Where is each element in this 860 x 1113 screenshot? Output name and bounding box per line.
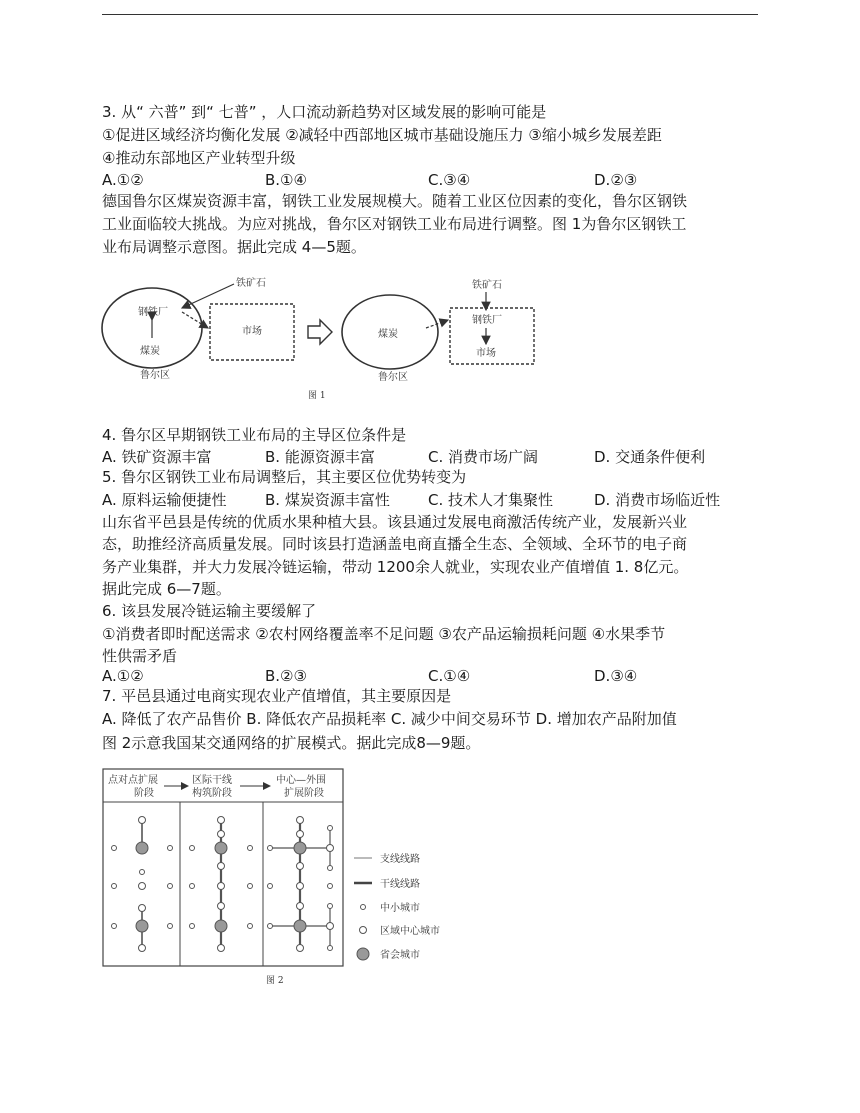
iron-ore-label-right: 铁矿石 (472, 280, 502, 291)
small-city (328, 904, 333, 909)
legend-small-city-swatch (361, 905, 366, 910)
small-city (112, 846, 117, 851)
stage3-header-line1: 中心—外围 (276, 775, 326, 786)
q6-option-b: B.②③ (265, 667, 307, 685)
small-city (248, 846, 253, 851)
provincial-capital (136, 842, 148, 854)
regional-center-city (218, 831, 225, 838)
regional-center-city (297, 945, 304, 952)
regional-center-city (218, 903, 225, 910)
small-city (168, 924, 173, 929)
passage2-line2: 态，助推经济高质量发展。同时该县打造涵盖电商直播全生态、全领域、全环节的电子商 (102, 535, 688, 553)
passage3-line: 图 2示意我国某交通网络的扩展模式。据此完成8—9题。 (102, 734, 481, 752)
small-city (190, 846, 195, 851)
legend-trunk-line: 干线线路 (380, 879, 420, 890)
small-city (112, 924, 117, 929)
q7-stem: 7. 平邑县通过电商实现农业产值增值，其主要原因是 (102, 687, 452, 705)
stage3-header-line2: 扩展阶段 (284, 788, 324, 799)
q6-option-a: A.①② (102, 667, 144, 685)
stage3-network (268, 817, 334, 952)
q5-option-d: D. 消费市场临近性 (594, 491, 721, 509)
small-city (328, 884, 333, 889)
steel-plant-label-right: 钢铁厂 (472, 315, 502, 326)
regional-center-city (218, 883, 225, 890)
small-city (328, 946, 333, 951)
transition-arrow (308, 320, 332, 344)
small-city (248, 924, 253, 929)
passage2-line1: 山东省平邑县是传统的优质水果种植大县。该县通过发展电商激活传统产业，发展新兴业 (102, 513, 688, 531)
q3-option-a: A.①② (102, 171, 144, 189)
small-city (328, 866, 333, 871)
regional-center-city (327, 923, 334, 930)
legend-branch-line: 支线线路 (380, 854, 420, 865)
q4-stem: 4. 鲁尔区早期钢铁工业布局的主导区位条件是 (102, 426, 407, 444)
q3-items-line1: ①促进区域经济均衡化发展 ②减轻中西部地区城市基础设施压力 ③缩小城乡发展差距 (102, 126, 662, 144)
market-label-left: 市场 (242, 326, 262, 337)
ruhr-label-right: 鲁尔区 (378, 372, 408, 383)
small-city (168, 846, 173, 851)
q5-option-b: B. 煤炭资源丰富性 (265, 491, 390, 509)
passage2-line3: 务产业集群，并大力发展冷链运输，带动 1200余人就业，实现农业产值增值 1. 8亿元。 (102, 558, 689, 576)
q6-option-d: D.③④ (594, 667, 638, 685)
figure2-legend (354, 852, 440, 961)
iron-ore-label-left: 铁矿石 (236, 278, 266, 289)
stage2-header-line2: 构筑阶段 (192, 788, 232, 799)
steel-to-market-arrow-left (182, 312, 208, 328)
q5-stem: 5. 鲁尔区钢铁工业布局调整后，其主要区位优势转变为 (102, 468, 467, 486)
regional-center-city (139, 883, 146, 890)
q4-option-d: D. 交通条件便利 (594, 448, 706, 466)
regional-center-city (218, 863, 225, 870)
ruhr-label-left: 鲁尔区 (140, 370, 170, 381)
regional-center-city (297, 817, 304, 824)
stage2-network (190, 817, 253, 952)
small-city (168, 884, 173, 889)
small-city (248, 884, 253, 889)
q3-option-d: D.②③ (594, 171, 638, 189)
market-label-right: 市场 (476, 348, 496, 359)
figure2-caption: 图 2 (266, 976, 284, 986)
small-city (139, 817, 146, 824)
figure2 (100, 768, 460, 990)
q5-option-c: C. 技术人才集聚性 (428, 491, 554, 509)
q4-option-b: B. 能源资源丰富 (265, 448, 375, 466)
provincial-capital (294, 920, 306, 932)
legend-small-city: 中小城市 (380, 903, 420, 914)
legend-provincial-capital: 省会城市 (380, 950, 420, 961)
passage2-line4: 据此完成 6—7题。 (102, 580, 231, 598)
q5-option-a: A. 原料运输便捷性 (102, 491, 227, 509)
stage1-network (112, 817, 173, 952)
coal-label-right: 煤炭 (378, 329, 398, 340)
small-city (112, 884, 117, 889)
small-city (140, 870, 145, 875)
q4-option-a: A. 铁矿资源丰富 (102, 448, 212, 466)
q6-option-c: C.①④ (428, 667, 471, 685)
stage1-header-line1: 点对点扩展 (108, 775, 158, 786)
steel-plant-label-left: 钢铁厂 (138, 307, 168, 318)
regional-center-city (327, 845, 334, 852)
provincial-capital (215, 920, 227, 932)
stage2-header-line1: 区际干线 (192, 775, 232, 786)
small-city (268, 846, 273, 851)
legend-regional-center: 区域中心城市 (380, 926, 440, 937)
legend-provincial-capital-swatch (357, 948, 369, 960)
passage1-line2: 工业面临较大挑战。为应对挑战，鲁尔区对钢铁工业布局进行调整。图 1为鲁尔区钢铁工 (102, 215, 687, 233)
regional-center-city (297, 883, 304, 890)
q4-option-c: C. 消费市场广阔 (428, 448, 539, 466)
figure1-caption: 图 1 (308, 391, 326, 401)
q3-option-c: C.③④ (428, 171, 471, 189)
small-city (190, 924, 195, 929)
q3-items-line2: ④推动东部地区产业转型升级 (102, 149, 296, 167)
small-city (268, 924, 273, 929)
q3-option-b: B.①④ (265, 171, 307, 189)
regional-center-city (139, 945, 146, 952)
provincial-capital (294, 842, 306, 854)
passage1-line1: 德国鲁尔区煤炭资源丰富，钢铁工业发展规模大。随着工业区位因素的变化，鲁尔区钢铁 (102, 192, 688, 210)
regional-center-city (139, 905, 146, 912)
small-city (328, 826, 333, 831)
small-city (268, 884, 273, 889)
header-rule (102, 14, 758, 15)
legend-regional-center-swatch (360, 927, 367, 934)
provincial-capital (215, 842, 227, 854)
regional-center-city (218, 817, 225, 824)
regional-center-city (297, 903, 304, 910)
q6-items-line1: ①消费者即时配送需求 ②农村网络覆盖率不足问题 ③农产品运输损耗问题 ④水果季节 (102, 625, 666, 643)
regional-center-city (218, 945, 225, 952)
figure1 (100, 268, 545, 408)
q6-items-line2: 性供需矛盾 (102, 647, 178, 665)
regional-center-city (297, 863, 304, 870)
stage1-header-line2: 阶段 (134, 788, 154, 799)
regional-center-city (297, 831, 304, 838)
provincial-capital (136, 920, 148, 932)
small-city (190, 884, 195, 889)
coal-label-left: 煤炭 (140, 346, 160, 357)
q7-options-line: A. 降低了农产品售价 B. 降低农产品损耗率 C. 减少中间交易环节 D. 增加农产品附加值 (102, 710, 677, 728)
q3-stem: 3. 从“ 六普” 到“ 七普” ，人口流动新趋势对区域发展的影响可能是 (102, 103, 547, 121)
passage1-line3: 业布局调整示意图。据此完成 4—5题。 (102, 238, 366, 256)
q6-stem: 6. 该县发展冷链运输主要缓解了 (102, 602, 317, 620)
